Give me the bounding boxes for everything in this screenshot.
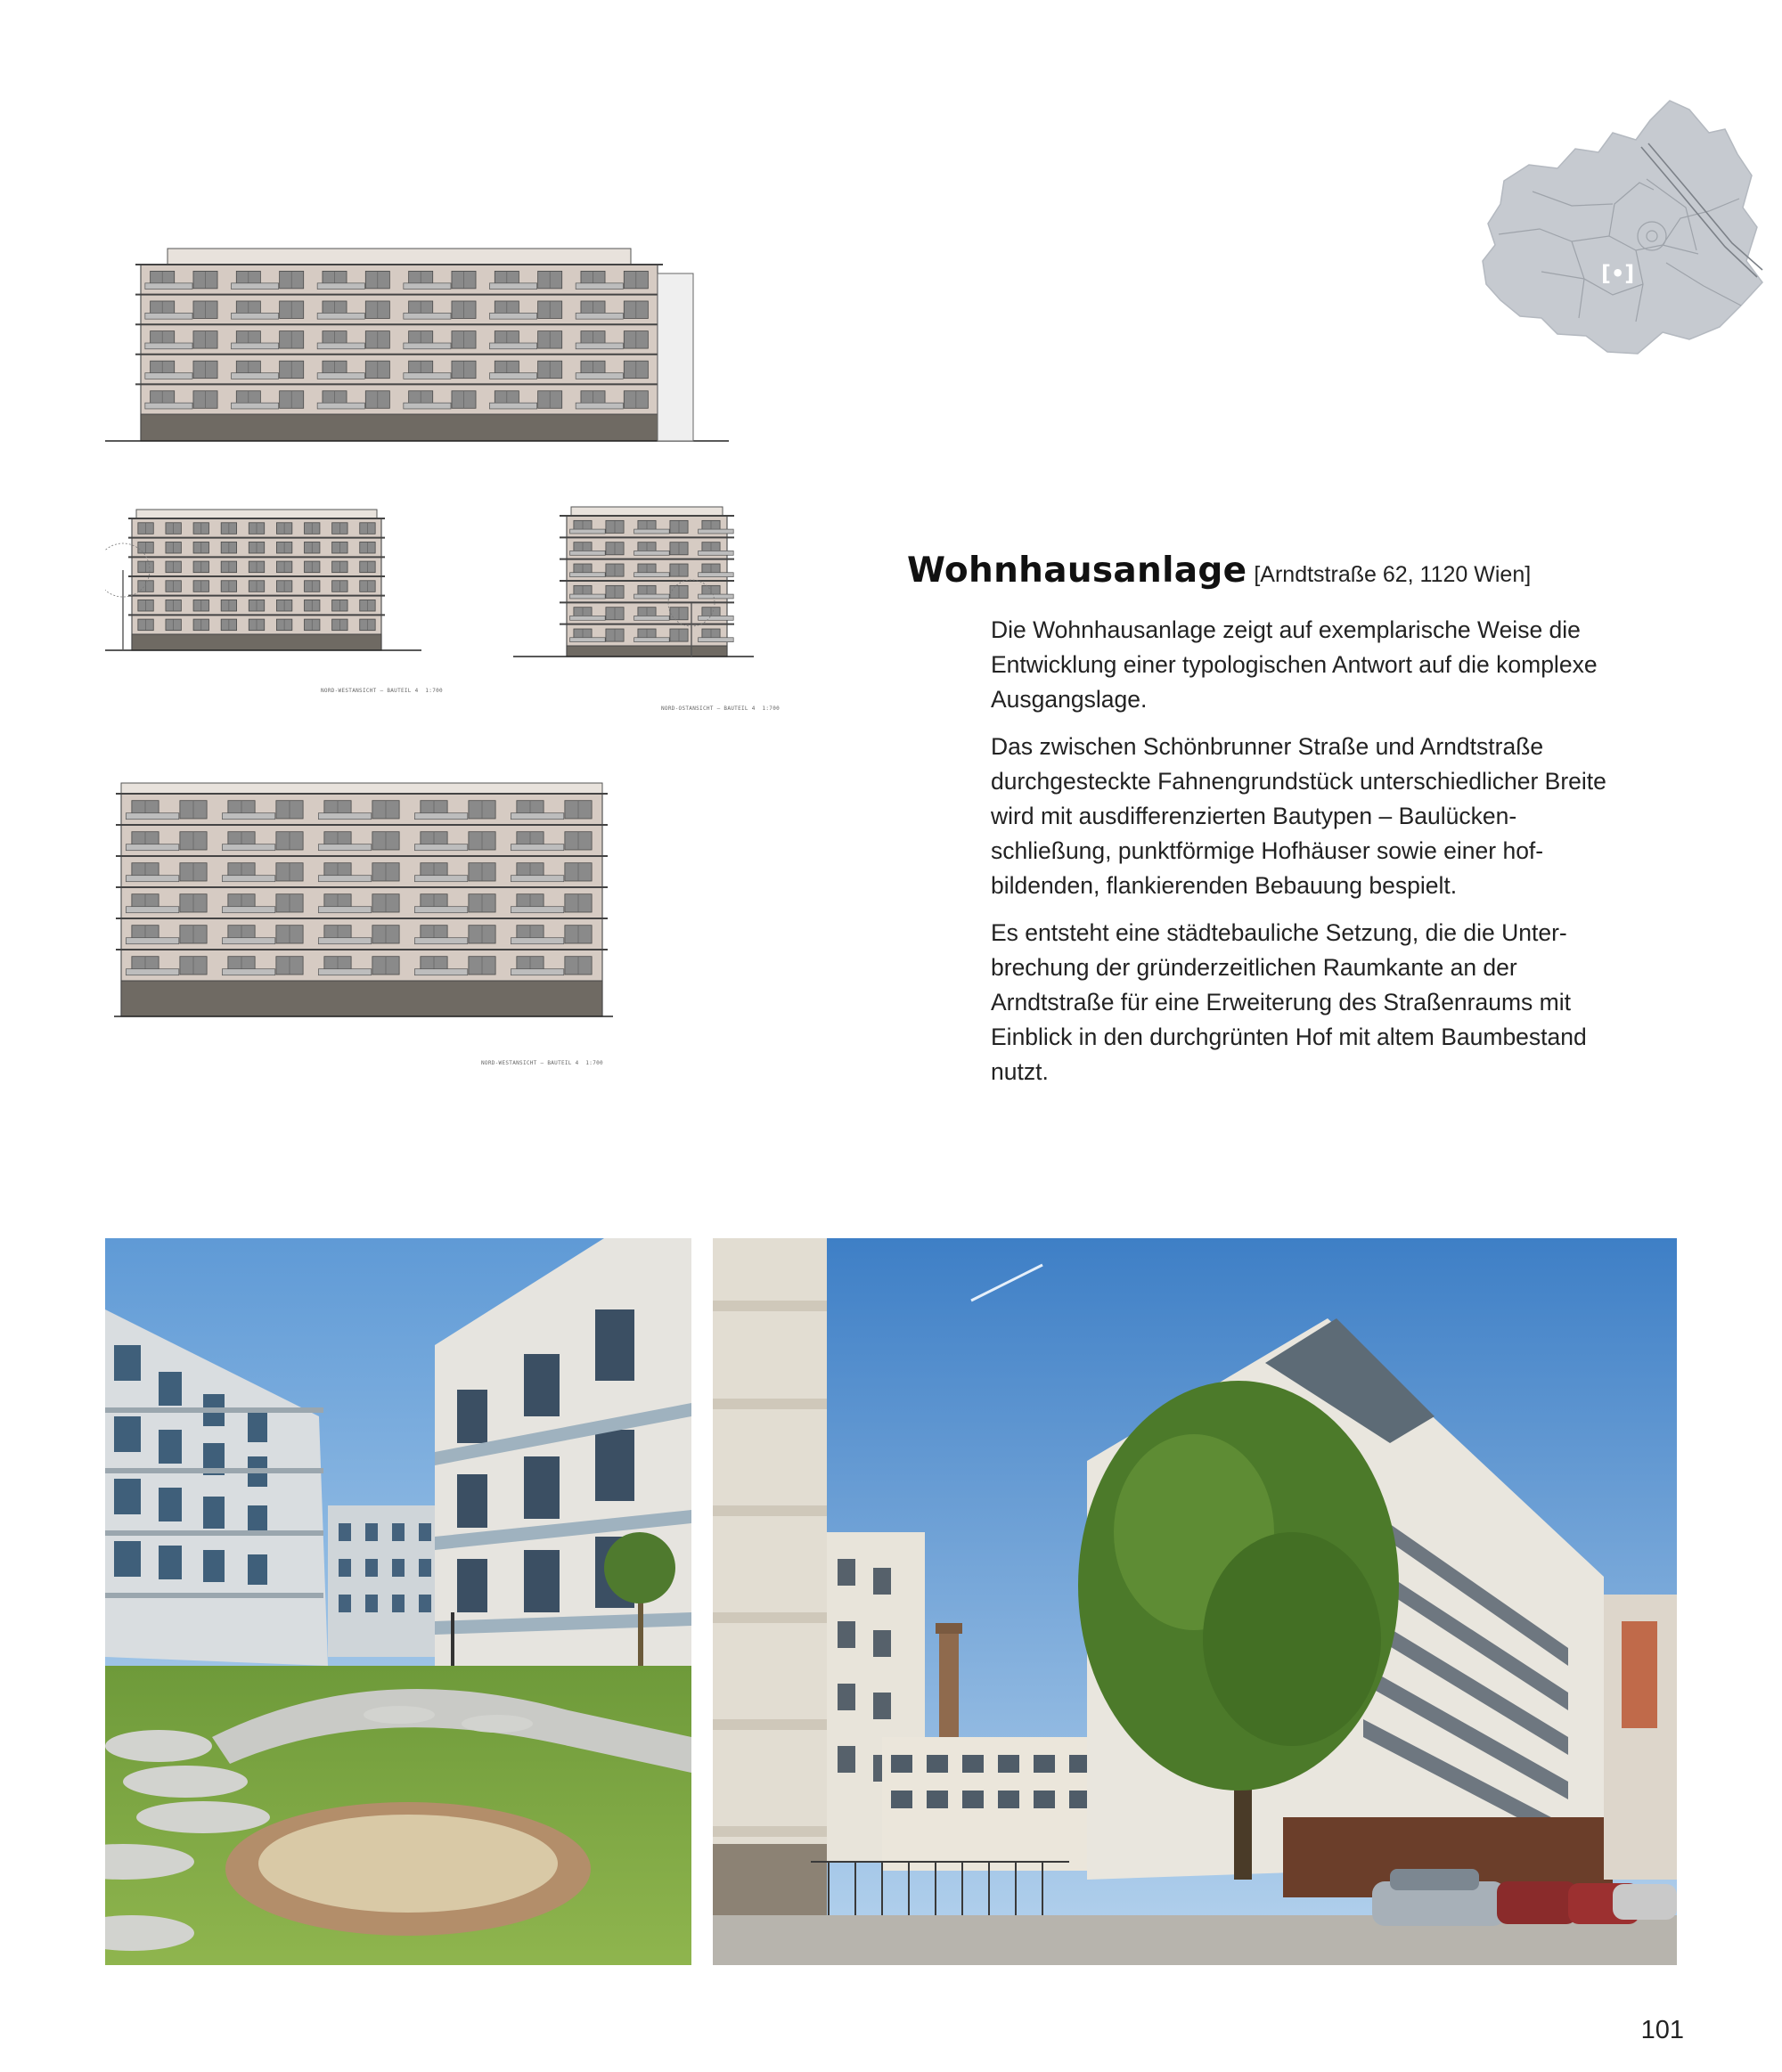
photo-courtyard xyxy=(105,1238,691,1965)
paragraph-3: Es entsteht eine städtebauliche Setzung, die die Unter-brechung der gründerzeitlichen Raumkante an der Arndtstraße für eine Erweiterung des Straßenraums mit Einblick in den durchgrünten Hof mit altem Baumbestand nutzt. xyxy=(991,919,1587,1085)
page-number: 101 xyxy=(1640,2016,1684,2044)
elevation-drawing-4 xyxy=(114,753,613,1020)
drawing-caption-4: NORD-WESTANSICHT – BAUTEIL 4 1:700 xyxy=(481,1060,603,1066)
elevation-drawing-1 xyxy=(105,227,729,445)
vienna-district-map xyxy=(1479,94,1782,361)
location-marker: [•] xyxy=(1601,261,1635,286)
elevation-drawing-2 xyxy=(105,499,421,668)
photo-street xyxy=(713,1238,1677,1965)
project-description xyxy=(991,613,1614,1102)
drawing-caption-2: NORD-WESTANSICHT – BAUTEIL 4 1:700 xyxy=(321,688,443,694)
project-title: Wohnhausanlage xyxy=(907,551,1247,591)
project-heading xyxy=(907,551,1531,591)
paragraph-1: Die Wohnhausanlage zeigt auf exemplarische Weise die Entwicklung einer typologischen Antwort auf die komplexe Ausgangslage. xyxy=(991,616,1598,713)
elevation-drawing-3 xyxy=(513,496,754,679)
drawing-caption-3: NORD-OSTANSICHT – BAUTEIL 4 1:700 xyxy=(661,706,781,712)
paragraph-2: Das zwischen Schönbrunner Straße und Arndtstraße durchgesteckte Fahnengrundstück unterschiedlicher Breite wird mit ausdifferenzierten Bautypen – Baulücken-schließung, punktförmige Hofhäuser sowie einer hof-bildenden, flankierenden Bebauung bespielt. xyxy=(991,733,1606,899)
project-address: [Arndtstraße 62, 1120 Wien] xyxy=(1254,562,1532,587)
